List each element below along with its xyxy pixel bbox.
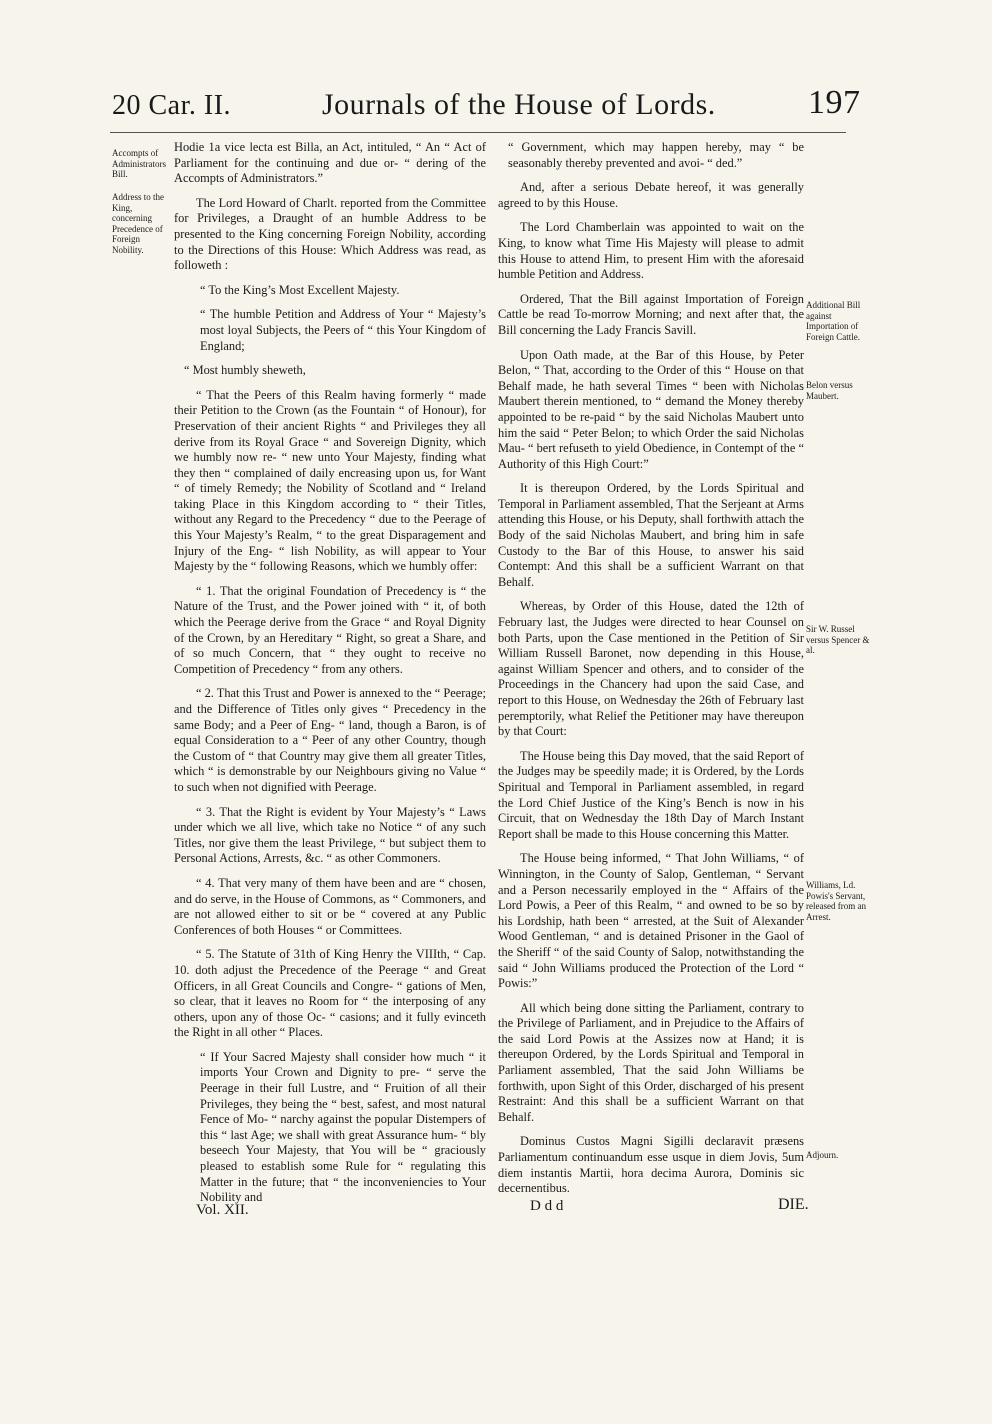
paragraph: “ Government, which may happen hereby, may “ be seasonably thereby prevented and avoi- “ ded.” [508, 140, 804, 170]
margin-note-address: Address to the King, concerning Precedence of Foreign Nobility. [112, 192, 164, 255]
margin-note-williams: Williams, Ld. Powis's Servant, released from an Arrest. [806, 880, 866, 922]
paragraph: The House being informed, “ That John Williams, “ of Winnington, in the County of Salop, Gentleman, “ Servant and a Person necessarily employed in the “ Affairs of the Lord Powis, a Peer of this Realm, “ and owned to be so by his Lordship, hath been “ arrested, at the Suit of Alexander Wood Gentleman, “ and is detained Prisoner in the Gaol of the Sheriff “ of the said County of Salop, notwithstanding the said “ John Williams produced the Protection of the Lord “ Powis:” [498, 851, 804, 991]
paragraph: It is thereupon Ordered, by the Lords Spiritual and Temporal in Parliament assembled, That the Serjeant at Arms attending this House, or his Deputy, shall forthwith attach the Body of the said Nicholas Maubert, and bring him in safe Custody to the Bar of this House, to answer his said Contempt: And this shall be a sufficient Warrant on that Behalf. [498, 481, 804, 589]
paragraph: The Lord Chamberlain was appointed to wait on the King, to know what Time His Majesty will please to admit this House to attend Him, to present Him with the aforesaid humble Petition and Address. [498, 220, 804, 282]
paragraph: “ 2. That this Trust and Power is annexed to the “ Peerage; and the Difference of Titles only gives “ Precedency in the same Body; and a Peer of Eng- “ land, though a Baron, is of equal Consideration to a “ Peer of any other Country, though the Custom of “ that Country may give them all greater Titles, which “ is demonstrable by our Neighbours giving no Value “ to such when not dignified with Peerage. [174, 686, 486, 794]
paragraph: “ To the King’s Most Excellent Majesty. [200, 282, 400, 297]
paragraph: “ If Your Sacred Majesty shall consider how much “ it imports Your Crown and Dignity to pre- “ serve the Peerage in their full Lustre, and “ Fruition of all their Privileges, they being the “ best, safest, and most natural Fence of Mo- “ narchy against the popular Distempers of this “ last Age; we shall with great Assurance hum- “ bly beseech Your Majesty, that You will be “ graciously pleased to establish some Rule for “ regulating this Matter in the future; that “ the inconveniencies to Your Nobility and [200, 1049, 486, 1205]
catchword: DIE. [778, 1196, 809, 1213]
paragraph: “ The humble Petition and Address of Your “ Majesty’s most loyal Subjects, the Peers of “ this Your Kingdom of England; [200, 307, 486, 353]
signature-mark: D d d [530, 1198, 564, 1214]
header-rule [110, 132, 846, 133]
margin-note-bill-importation: Additional Bill against Importation of Foreign Cattle. [806, 300, 861, 342]
paragraph: The Lord Howard of Charlt. reported from the Committee for Privileges, a Draught of an humble Address to be presented to the King concerning Foreign Nobility, according to the Directions of this House: Which Address was read, as followeth : [174, 195, 486, 273]
volume-label: Vol. XII. [196, 1202, 249, 1218]
paragraph: “ 4. That very many of them have been and are “ chosen, and do serve, in the House of Commons, as “ Commoners, and are not allowed either to sit or be “ covered at any Public Conferences of both Houses “ or Committees. [174, 875, 486, 937]
paragraph: Hodie 1a vice lecta est Billa, an Act, intituled, “ An “ Act of Parliament for the continuing and due or- “ dering of the Accompts of Administrators.” [174, 140, 486, 186]
margin-note-adjourn: Adjourn. [806, 1150, 839, 1160]
page-title: Journals of the House of Lords. [322, 88, 716, 121]
header-left: 20 Car. II. [112, 90, 232, 121]
margin-note-accompts: Accompts of Administrators Bill. [112, 148, 166, 179]
paragraph: All which being done sitting the Parliament, contrary to the Privilege of Parliament, and in Prejudice to the Affairs of the said Lord Powis at the Assizes now at Hand; it is thereupon Ordered, by the Lords Spiritual and Temporal in Parliament assembled, That the said John Williams be forthwith, upon Sight of this Order, discharged of his present Restraint: And this shall be a sufficient Warrant on that Behalf. [498, 1000, 804, 1124]
margin-note-belon: Belon versus Maubert. [806, 380, 853, 401]
left-column [174, 140, 486, 1215]
paragraph: Dominus Custos Magni Sigilli declaravit præsens Parliamentum continuandum esse usque in diem Jovis, 5um diem instantis Martii, hora decima Aurora, Dominis sic decernentibus. [498, 1134, 804, 1196]
paragraph: Ordered, That the Bill against Importation of Foreign Cattle be read To-morrow Morning; and next after that, the Bill concerning the Lady Francis Savill. [498, 291, 804, 337]
paragraph: “ 1. That the original Foundation of Precedency is “ the Nature of the Trust, and the Power joined with “ it, of both which the Peerage derive from the Grace “ and Royal Dignity of the Crown, by an Hereditary “ Right, so great a Share, and of so much Concern, that “ they ought to receive no Competition of Precedency “ from any others. [174, 583, 486, 676]
paragraph: “ 3. That the Right is evident by Your Majesty’s “ Laws under which we all live, which take no Notice “ of any such Titles, nor give them the least Privilege, “ but subject them to Personal Actions, Arrests, &c. “ as other Commoners. [174, 804, 486, 866]
margin-note-russel: Sir W. Russel versus Spencer & al. [806, 624, 870, 655]
page-number: 197 [808, 84, 861, 121]
paragraph: Upon Oath made, at the Bar of this House, by Peter Belon, “ That, according to the Order of this “ House on that Behalf made, he hath several Times “ been with Nicholas Maubert therein mentioned, to “ demand the Money thereby appointed to be re-paid “ by the said Nicholas Maubert unto him the said “ Peter Belon; to which Order the said Nicholas Mau- “ bert refuseth to yield Obedience, in Contempt of the “ Authority of this High Court:” [498, 347, 804, 471]
paragraph: The House being this Day moved, that the said Report of the Judges may be speedily made; it is Ordered, by the Lords Spiritual and Temporal in Parliament assembled, in regard the Lord Chief Justice of the King’s Bench is now in his Circuit, that on Wednesday the 18th Day of March Instant Report shall be made to this House concerning this Matter. [498, 748, 804, 841]
paragraph: “ That the Peers of this Realm having formerly “ made their Petition to the Crown (as the Fountain “ of Honour), for Preservation of their ancient Rights “ and Privileges they all derive from its Royal Grace “ and Sovereign Dignity, which we humbly now re- “ new unto Your Majesty, finding what they then “ complained of daily encreasing upon us, for Want “ of timely Remedy; the Nobility of Scotland and “ Ireland taking Place in this Kingdom according to “ their Titles, without any Regard to the Precedency “ due to the Peerage of this Your Majesty’s Realm, “ to the great Disparagement and Injury of the Eng- “ lish Nobility, as will appear to Your Majesty by the “ following Reasons, which we humbly offer: [174, 387, 486, 574]
right-column [498, 140, 804, 1206]
paragraph: “ Most humbly sheweth, [184, 363, 306, 378]
paragraph: “ 5. The Statute of 31th of King Henry the VIIIth, “ Cap. 10. doth adjust the Precedence of the Peerage “ and Great Officers, in all Great Councils and Congre- “ gations of Men, so clear, that it leaves no Room for “ the interposing of any others, upon any of those Oc- “ casions; and it fully evinceth the Right in all other “ Places. [174, 947, 486, 1040]
paragraph: Whereas, by Order of this House, dated the 12th of February last, the Judges were directed to hear Counsel on both Parts, upon the Case mentioned in the Petition of Sir William Russell Baronet, now depending in this House, against William Spencer and others, and to consider of the Proceedings in the Chancery had upon the said Case, and report to this House, on Wednesday the 26th of February last peremptorily, what Relief the Petitioner may have thereupon by that Court: [498, 599, 804, 739]
paragraph: And, after a serious Debate hereof, it was generally agreed to by this House. [498, 180, 804, 210]
